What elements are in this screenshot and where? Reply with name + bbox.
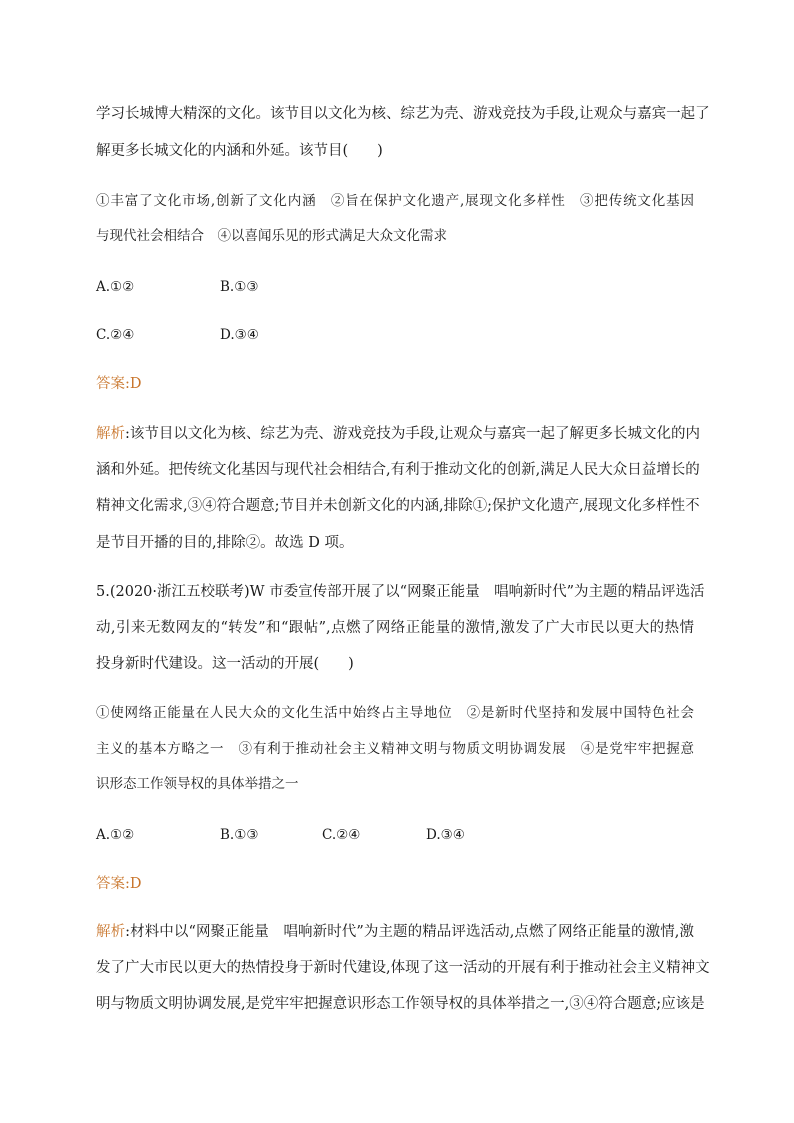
q5-analysis-label: 解析 <box>96 924 126 940</box>
q5-stem-line-3: 投身新时代建设。这一活动的开展( ) <box>96 656 354 672</box>
q4-statements-line-2: 与现代社会相结合 ④以喜闻乐见的形式满足大众文化需求 <box>96 228 447 244</box>
q5-statements-line-3: 识形态工作领导权的具体举措之一 <box>96 776 299 792</box>
q5-answer: 答案:D <box>96 876 142 892</box>
q4-statements-line-1: ①丰富了文化市场,创新了文化内涵 ②旨在保护文化遗产,展现文化多样性 ③把传统文化基因 <box>96 193 694 209</box>
q4-option-a: A.①② <box>96 279 135 295</box>
q4-analysis-label: 解析 <box>96 426 125 442</box>
q4-analysis-line-3: 精神文化需求,③④符合题意;节目并未创新文化的内涵,排除①;保护文化遗产,展现文化多样性不 <box>96 498 700 514</box>
q4-answer: 答案:D <box>96 376 142 392</box>
q5-analysis-line-1 <box>96 922 694 942</box>
q5-statements-line-1: ①使网络正能量在人民大众的文化生活中始终占主导地位 ②是新时代坚持和发展中国特色社会 <box>96 705 694 721</box>
q5-option-b: B.①③ <box>220 827 259 843</box>
q5-option-c: C.②④ <box>322 827 361 843</box>
q5-stem-line-1: 5.(2020·浙江五校联考)W 市委宣传部开展了以“网聚正能量 唱响新时代”为主题的精品评选活 <box>96 584 705 600</box>
q4-option-b: B.①③ <box>220 279 259 295</box>
q5-analysis-text-1: :材料中以“网聚正能量 唱响新时代”为主题的精品评选活动,点燃了网络正能量的激情,激 <box>125 924 694 940</box>
q4-analysis-text-1: :该节目以文化为核、综艺为壳、游戏竞技为手段,让观众与嘉宾一起了解更多长城文化的内 <box>125 426 700 442</box>
q4-analysis-line-1 <box>96 424 700 444</box>
q5-analysis-line-2: 发了广大市民以更大的热情投身于新时代建设,体现了这一活动的开展有利于推动社会主义精神文 <box>96 960 710 976</box>
q5-option-d: D.③④ <box>426 827 465 843</box>
q4-option-d: D.③④ <box>220 327 259 343</box>
q5-analysis-line-3: 明与物质文明协调发展,是党牢牢把握意识形态工作领导权的具体举措之一,③④符合题意;应该是 <box>96 996 705 1012</box>
q5-option-a: A.①② <box>96 827 135 843</box>
q4-analysis-line-4: 是节目开播的目的,排除②。故选 D 项。 <box>96 535 354 551</box>
q5-statements-line-2: 主义的基本方略之一 ③有利于推动社会主义精神文明与物质文明协调发展 ④是党牢牢把握意 <box>96 741 694 757</box>
q5-stem-line-2: 动,引来无数网友的“转发”和“跟帖”,点燃了网络正能量的激情,激发了广大市民以更大的热情 <box>96 620 694 636</box>
q4-option-c: C.②④ <box>96 327 135 343</box>
q4-analysis-line-2: 涵和外延。把传统文化基因与现代社会相结合,有利于推动文化的创新,满足人民大众日益增长的 <box>96 462 700 478</box>
q4-stem-line-2: 解更多长城文化的内涵和外延。该节目( ) <box>96 143 383 159</box>
q4-stem-line-1: 学习长城博大精深的文化。该节目以文化为核、综艺为壳、游戏竞技为手段,让观众与嘉宾一起了 <box>96 106 710 122</box>
